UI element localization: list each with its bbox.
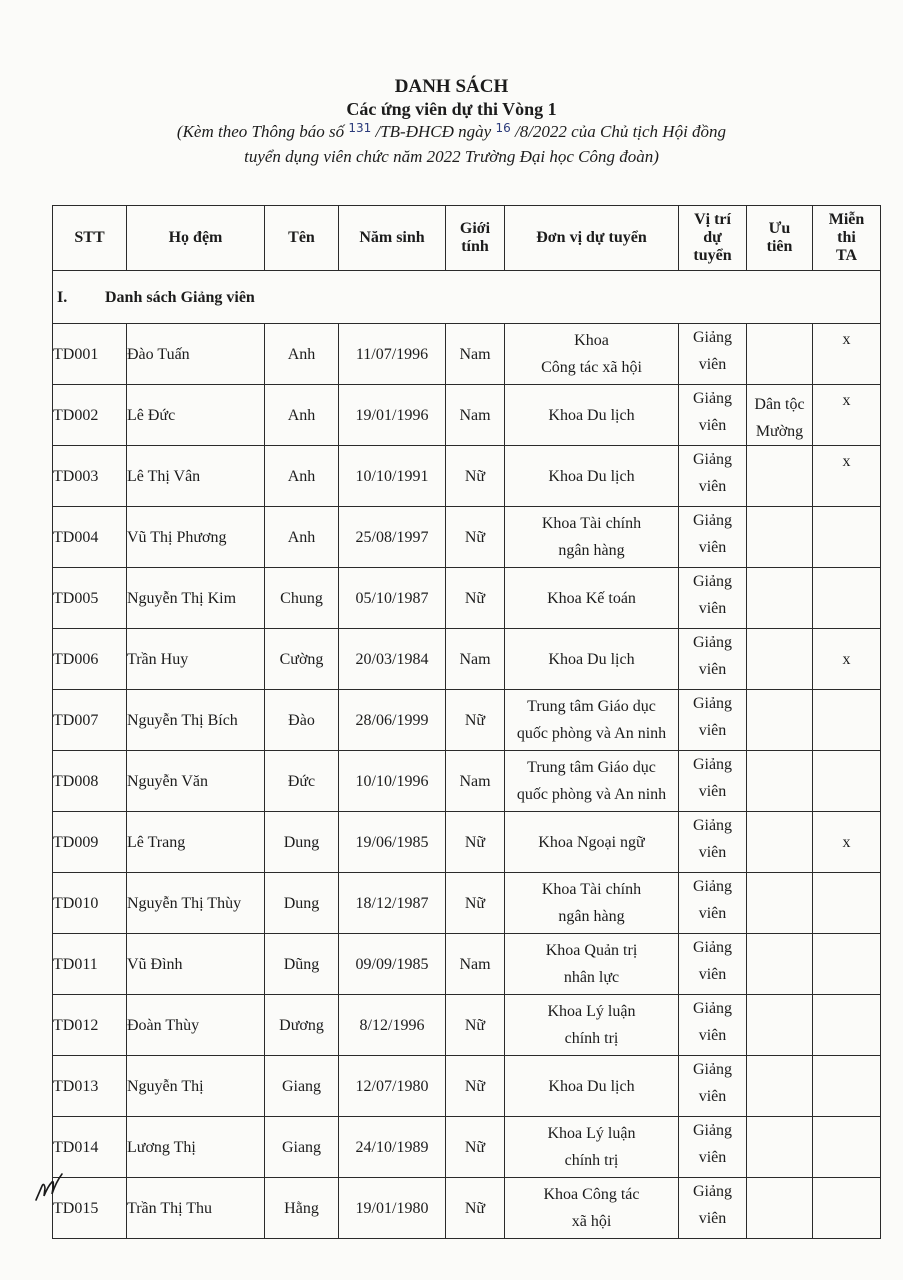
cell-vi-tri: [679, 629, 747, 690]
cell-ho-dem: Đào Tuấn: [127, 324, 265, 385]
cell-don-vi: [505, 568, 679, 629]
cell-gioi-tinh: Nữ: [446, 568, 505, 629]
cell-ho-dem: Vũ Thị Phương: [127, 507, 265, 568]
cell-mien-thi: [813, 1117, 881, 1178]
cell-vi-tri: [679, 995, 747, 1056]
cell-don-vi-line2: chính trị: [564, 1152, 619, 1169]
header-ho-dem: Họ đệm: [127, 206, 265, 271]
cell-vi-tri: [679, 690, 747, 751]
cell-stt: TD010: [53, 873, 127, 934]
header-don-vi: Đơn vị dự tuyển: [505, 206, 679, 271]
header-gioi-tinh-line1: Giới: [459, 220, 491, 237]
cell-ten: Chung: [265, 568, 339, 629]
cell-vi-tri-line1: Giảng: [692, 1000, 733, 1017]
header-vi-tri: [679, 206, 747, 271]
cell-ho-dem: Nguyễn Thị: [127, 1056, 265, 1117]
cell-gioi-tinh: Nam: [446, 324, 505, 385]
cell-vi-tri-line2: viên: [698, 600, 727, 617]
cell-don-vi-line1: Khoa Ngoại ngữ: [538, 833, 645, 851]
section-cell: [53, 271, 881, 324]
cell-vi-tri-line1: Giảng: [692, 512, 733, 529]
cell-mien-thi: [813, 1178, 881, 1239]
cell-uu-tien: [747, 751, 813, 812]
cell-ho-dem: Trần Huy: [127, 629, 265, 690]
table-row: [53, 568, 881, 629]
cell-vi-tri: [679, 873, 747, 934]
cell-don-vi-line1: Khoa: [574, 332, 609, 349]
cell-ten: Anh: [265, 385, 339, 446]
cell-stt: TD008: [53, 751, 127, 812]
header-uu-tien-line1: Ưu: [768, 220, 791, 237]
cell-ten: Giang: [265, 1056, 339, 1117]
cell-mien-thi: [813, 1056, 881, 1117]
cell-don-vi-line1: Khoa Lý luận: [547, 1003, 636, 1020]
cell-mien-thi: [813, 507, 881, 568]
cell-don-vi-line1: Trung tâm Giáo dục: [527, 698, 656, 715]
cell-stt: TD012: [53, 995, 127, 1056]
cell-don-vi: [505, 934, 679, 995]
cell-stt: TD013: [53, 1056, 127, 1117]
cell-don-vi-line1: Khoa Du lịch: [548, 1077, 635, 1095]
cell-ho-dem: Vũ Đình: [127, 934, 265, 995]
signature-initial-icon: [34, 1168, 64, 1204]
cell-ho-dem: Trần Thị Thu: [127, 1178, 265, 1239]
cell-vi-tri-line2: viên: [698, 1210, 727, 1227]
table-row: [53, 1056, 881, 1117]
header-uu-tien: [747, 206, 813, 271]
document-heading: [0, 76, 903, 168]
header-gioi-tinh: [446, 206, 505, 271]
cell-vi-tri-line2: viên: [698, 478, 727, 495]
cell-uu-tien: [747, 873, 813, 934]
cell-don-vi-line2: xã hội: [571, 1213, 612, 1230]
cell-gioi-tinh: Nữ: [446, 446, 505, 507]
note-prefix: (Kèm theo Thông báo số: [176, 122, 349, 141]
cell-vi-tri-line2: viên: [698, 1088, 727, 1105]
document-subtitle: Các ứng viên dự thi Vòng 1: [346, 99, 557, 119]
cell-vi-tri-line1: Giảng: [692, 695, 733, 712]
cell-ho-dem: Nguyễn Thị Bích: [127, 690, 265, 751]
cell-mien-thi: [813, 568, 881, 629]
cell-nam-sinh: 18/12/1987: [339, 873, 446, 934]
table-header-row: [53, 206, 881, 271]
cell-mien-thi: [813, 995, 881, 1056]
cell-uu-tien: [747, 1056, 813, 1117]
cell-nam-sinh: 28/06/1999: [339, 690, 446, 751]
cell-don-vi-line2: quốc phòng và An ninh: [516, 786, 667, 803]
section-row: [53, 271, 881, 324]
cell-don-vi: [505, 812, 679, 873]
candidate-table: [52, 205, 881, 1239]
cell-uu-tien: [747, 690, 813, 751]
header-stt: STT: [53, 206, 127, 271]
cell-don-vi: [505, 385, 679, 446]
cell-vi-tri-line1: Giảng: [692, 1122, 733, 1139]
cell-don-vi-line2: ngân hàng: [558, 542, 625, 559]
cell-uu-tien: [747, 812, 813, 873]
cell-gioi-tinh: Nam: [446, 629, 505, 690]
handwritten-notice-day: 16: [495, 121, 511, 135]
cell-uu-tien-line1: Dân tộc: [754, 396, 805, 413]
cell-stt: TD003: [53, 446, 127, 507]
cell-vi-tri-line2: viên: [698, 966, 727, 983]
cell-ten: Anh: [265, 324, 339, 385]
document-title: DANH SÁCH: [394, 76, 509, 97]
cell-don-vi-line1: Khoa Quản trị: [545, 942, 638, 959]
cell-mien-thi: [813, 690, 881, 751]
cell-nam-sinh: 19/01/1980: [339, 1178, 446, 1239]
cell-nam-sinh: 10/10/1996: [339, 751, 446, 812]
cell-vi-tri-line2: viên: [698, 905, 727, 922]
cell-vi-tri: [679, 1117, 747, 1178]
note-mid: /TB-ĐHCĐ ngày: [371, 122, 496, 141]
cell-mien-thi: x: [813, 812, 881, 873]
cell-vi-tri: [679, 1056, 747, 1117]
cell-don-vi-line1: Khoa Du lịch: [548, 406, 635, 424]
cell-uu-tien: [747, 1178, 813, 1239]
cell-don-vi-line1: Khoa Du lịch: [548, 650, 635, 668]
cell-don-vi: [505, 873, 679, 934]
cell-don-vi: [505, 751, 679, 812]
cell-mien-thi: x: [813, 324, 881, 385]
cell-gioi-tinh: Nữ: [446, 690, 505, 751]
cell-stt: TD007: [53, 690, 127, 751]
cell-stt: TD011: [53, 934, 127, 995]
cell-nam-sinh: 8/12/1996: [339, 995, 446, 1056]
table-row: [53, 1178, 881, 1239]
cell-uu-tien: [747, 629, 813, 690]
cell-stt: TD006: [53, 629, 127, 690]
cell-don-vi: [505, 629, 679, 690]
cell-gioi-tinh: Nữ: [446, 1056, 505, 1117]
table-row: [53, 751, 881, 812]
cell-vi-tri-line2: viên: [698, 661, 727, 678]
cell-don-vi: [505, 507, 679, 568]
cell-ten: Hằng: [265, 1178, 339, 1239]
cell-stt: TD009: [53, 812, 127, 873]
section-label: Danh sách Giảng viên: [105, 288, 255, 306]
cell-mien-thi: x: [813, 629, 881, 690]
cell-gioi-tinh: Nữ: [446, 873, 505, 934]
cell-mien-thi: x: [813, 385, 881, 446]
table-row: [53, 385, 881, 446]
cell-nam-sinh: 25/08/1997: [339, 507, 446, 568]
cell-mien-thi: [813, 873, 881, 934]
header-mien-thi-line1: Miễn: [828, 211, 865, 228]
cell-uu-tien: [747, 507, 813, 568]
cell-ho-dem: Lê Thị Vân: [127, 446, 265, 507]
cell-don-vi-line1: Khoa Lý luận: [547, 1125, 636, 1142]
cell-don-vi-line1: Khoa Kế toán: [547, 589, 636, 607]
cell-vi-tri-line2: viên: [698, 1027, 727, 1044]
header-vi-tri-line3: tuyển: [693, 247, 732, 264]
cell-vi-tri-line2: viên: [698, 722, 727, 739]
cell-nam-sinh: 19/06/1985: [339, 812, 446, 873]
cell-vi-tri: [679, 507, 747, 568]
cell-gioi-tinh: Nữ: [446, 1178, 505, 1239]
document-note-line2: tuyển dụng viên chức năm 2022 Trường Đại học Công đoàn): [244, 147, 659, 166]
cell-vi-tri: [679, 934, 747, 995]
cell-gioi-tinh: Nữ: [446, 507, 505, 568]
cell-mien-thi: [813, 751, 881, 812]
cell-ten: Giang: [265, 1117, 339, 1178]
header-mien-thi-line3: TA: [835, 247, 858, 264]
cell-don-vi: [505, 324, 679, 385]
cell-vi-tri: [679, 1178, 747, 1239]
cell-nam-sinh: 24/10/1989: [339, 1117, 446, 1178]
cell-stt: TD001: [53, 324, 127, 385]
cell-don-vi: [505, 446, 679, 507]
cell-don-vi: [505, 995, 679, 1056]
cell-stt: TD002: [53, 385, 127, 446]
cell-ten: Dung: [265, 873, 339, 934]
table-row: [53, 629, 881, 690]
note-suffix: /8/2022 của Chủ tịch Hội đồng: [510, 122, 727, 141]
cell-nam-sinh: 11/07/1996: [339, 324, 446, 385]
cell-stt: TD005: [53, 568, 127, 629]
cell-don-vi-line1: Khoa Tài chính: [541, 515, 642, 532]
cell-vi-tri-line2: viên: [698, 356, 727, 373]
header-mien-thi-line2: thi: [837, 229, 856, 246]
cell-vi-tri-line1: Giảng: [692, 1061, 733, 1078]
cell-vi-tri-line2: viên: [698, 783, 727, 800]
table-row: [53, 873, 881, 934]
cell-ten: Đức: [265, 751, 339, 812]
cell-vi-tri: [679, 568, 747, 629]
cell-ho-dem: Nguyễn Thị Kim: [127, 568, 265, 629]
cell-stt: TD015: [53, 1178, 127, 1239]
cell-vi-tri-line1: Giảng: [692, 573, 733, 590]
cell-don-vi: [505, 1056, 679, 1117]
cell-vi-tri: [679, 385, 747, 446]
cell-gioi-tinh: Nữ: [446, 995, 505, 1056]
cell-ten: Cường: [265, 629, 339, 690]
cell-nam-sinh: 09/09/1985: [339, 934, 446, 995]
cell-vi-tri-line1: Giảng: [692, 878, 733, 895]
cell-don-vi-line1: Trung tâm Giáo dục: [527, 759, 656, 776]
cell-vi-tri-line1: Giảng: [692, 390, 733, 407]
table-row: [53, 934, 881, 995]
table-row: [53, 507, 881, 568]
cell-don-vi: [505, 1117, 679, 1178]
cell-vi-tri-line1: Giảng: [692, 634, 733, 651]
cell-don-vi: [505, 1178, 679, 1239]
cell-vi-tri-line1: Giảng: [692, 817, 733, 834]
header-vi-tri-line1: Vị trí: [694, 211, 731, 228]
cell-vi-tri-line1: Giảng: [692, 939, 733, 956]
cell-don-vi-line2: quốc phòng và An ninh: [516, 725, 667, 742]
cell-uu-tien: [747, 934, 813, 995]
table-row: [53, 1117, 881, 1178]
cell-don-vi-line1: Khoa Công tác: [543, 1186, 640, 1203]
cell-nam-sinh: 10/10/1991: [339, 446, 446, 507]
cell-don-vi-line2: chính trị: [564, 1030, 619, 1047]
header-ten: Tên: [265, 206, 339, 271]
cell-stt: TD004: [53, 507, 127, 568]
cell-vi-tri-line1: Giảng: [692, 451, 733, 468]
cell-vi-tri-line1: Giảng: [692, 1183, 733, 1200]
cell-nam-sinh: 19/01/1996: [339, 385, 446, 446]
section-number: I.: [57, 288, 68, 306]
cell-don-vi-line1: Khoa Du lịch: [548, 467, 635, 485]
cell-mien-thi: x: [813, 446, 881, 507]
header-mien-thi: [813, 206, 881, 271]
cell-vi-tri-line1: Giảng: [692, 756, 733, 773]
cell-uu-tien: [747, 385, 813, 446]
cell-don-vi-line2: nhân lực: [563, 969, 620, 986]
cell-uu-tien: [747, 568, 813, 629]
cell-don-vi-line1: Khoa Tài chính: [541, 881, 642, 898]
table-row: [53, 324, 881, 385]
cell-ho-dem: Nguyễn Văn: [127, 751, 265, 812]
cell-ho-dem: Nguyễn Thị Thùy: [127, 873, 265, 934]
cell-gioi-tinh: Nữ: [446, 812, 505, 873]
cell-nam-sinh: 20/03/1984: [339, 629, 446, 690]
cell-uu-tien: [747, 1117, 813, 1178]
cell-gioi-tinh: Nam: [446, 751, 505, 812]
cell-ten: Anh: [265, 446, 339, 507]
cell-ho-dem: Lê Đức: [127, 385, 265, 446]
header-nam-sinh: Năm sinh: [339, 206, 446, 271]
cell-ten: Đào: [265, 690, 339, 751]
table-row: [53, 995, 881, 1056]
cell-vi-tri-line2: viên: [698, 1149, 727, 1166]
cell-stt: TD014: [53, 1117, 127, 1178]
table-row: [53, 690, 881, 751]
cell-ten: Dũng: [265, 934, 339, 995]
table-row: [53, 446, 881, 507]
cell-vi-tri-line2: viên: [698, 539, 727, 556]
cell-don-vi-line2: Công tác xã hội: [541, 359, 642, 376]
document-note-line1: [0, 120, 903, 145]
header-uu-tien-line2: tiên: [766, 238, 793, 255]
cell-vi-tri: [679, 324, 747, 385]
cell-ten: Anh: [265, 507, 339, 568]
cell-vi-tri-line2: viên: [698, 844, 727, 861]
cell-ho-dem: Đoàn Thùy: [127, 995, 265, 1056]
cell-gioi-tinh: Nam: [446, 934, 505, 995]
handwritten-notice-number: 131: [348, 121, 372, 135]
table-row: [53, 812, 881, 873]
cell-don-vi: [505, 690, 679, 751]
header-gioi-tinh-line2: tính: [461, 238, 489, 255]
cell-vi-tri-line1: Giảng: [692, 329, 733, 346]
cell-uu-tien: [747, 446, 813, 507]
cell-uu-tien-line2: Mường: [755, 423, 804, 440]
cell-nam-sinh: 05/10/1987: [339, 568, 446, 629]
cell-gioi-tinh: Nữ: [446, 1117, 505, 1178]
cell-vi-tri: [679, 812, 747, 873]
cell-gioi-tinh: Nam: [446, 385, 505, 446]
header-vi-tri-line2: dự: [703, 229, 722, 246]
cell-don-vi-line2: ngân hàng: [558, 908, 625, 925]
cell-ho-dem: Lương Thị: [127, 1117, 265, 1178]
cell-vi-tri-line2: viên: [698, 417, 727, 434]
cell-uu-tien: [747, 995, 813, 1056]
cell-mien-thi: [813, 934, 881, 995]
cell-vi-tri: [679, 446, 747, 507]
cell-vi-tri: [679, 751, 747, 812]
cell-ten: Dương: [265, 995, 339, 1056]
cell-nam-sinh: 12/07/1980: [339, 1056, 446, 1117]
cell-ho-dem: Lê Trang: [127, 812, 265, 873]
cell-uu-tien: [747, 324, 813, 385]
cell-ten: Dung: [265, 812, 339, 873]
